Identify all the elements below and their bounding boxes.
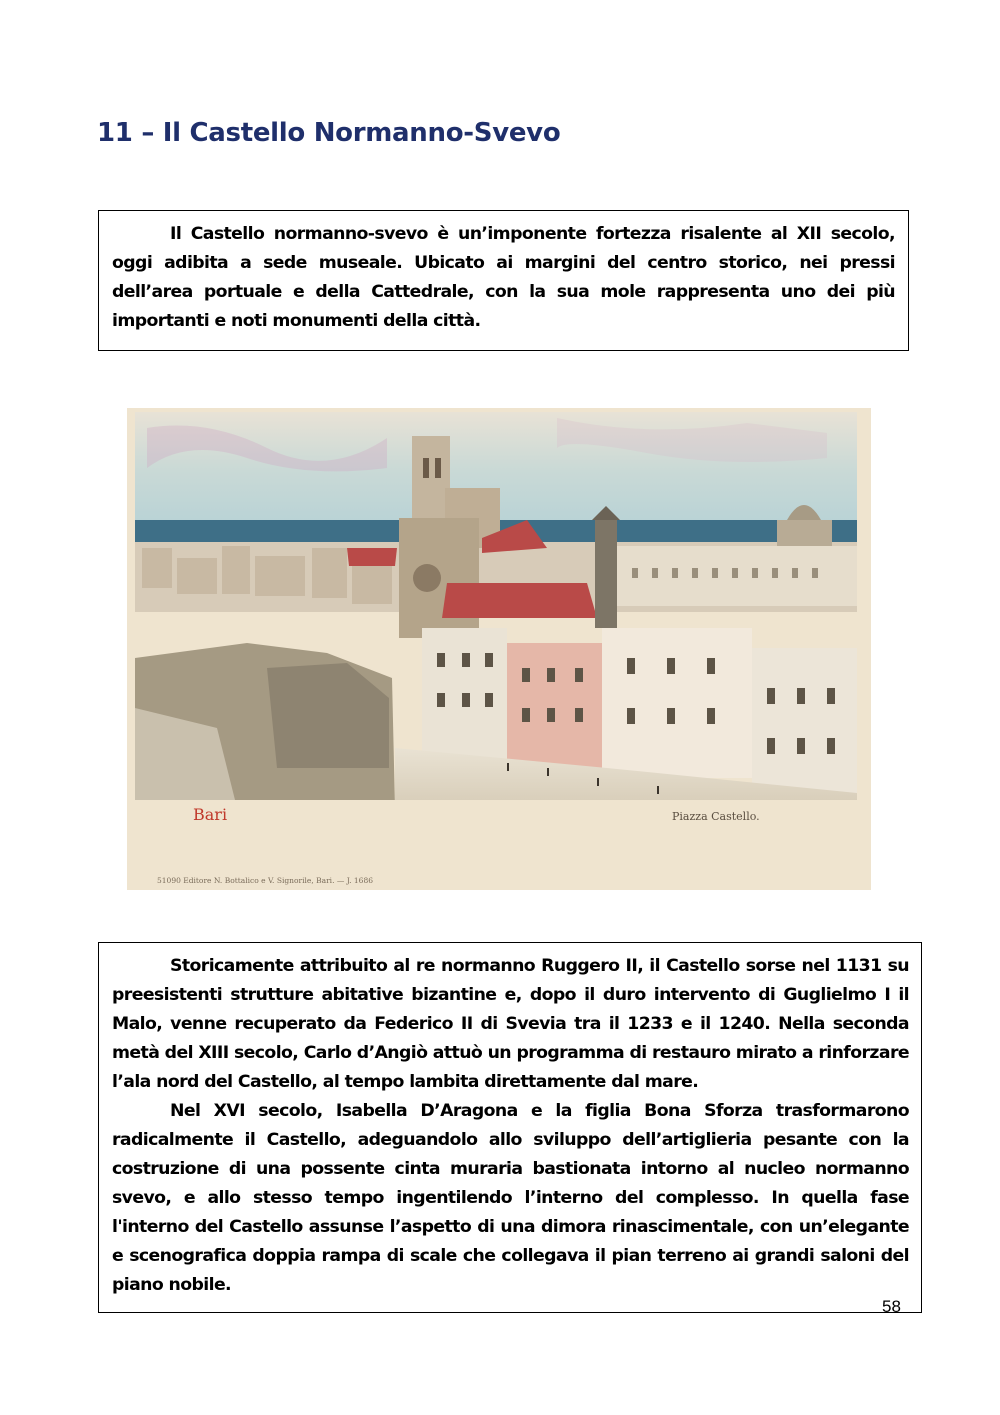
intro-paragraph: Il Castello normanno-svevo è un’imponente fortezza risalente al XII secolo, oggi adibita a sede museale. Ubicato ai margini del centro storico, nei pressi dell’area portuale e della Cattedrale, con la sua mole rappresenta uno dei più importanti e noti monumenti della città. [112,224,895,331]
postcard-city-label: Bari [193,805,228,824]
history-paragraph-1: Storicamente attribuito al re normanno Ruggero II, il Castello sorse nel 1131 su preesistenti strutture abitative bizantine e, dopo il duro intervento di Guglielmo I il Malo, venne recuperato da Federico II di Svevia tra il 1233 e il 1240. Nella seconda metà del XIII secolo, Carlo d’Angiò attuò un programma di restauro mirato a rinforzare l’ala nord del Castello, al tempo lambita direttamente dal mare. [112,956,909,1092]
bell-tower [595,518,617,628]
postcard-caption: Piazza Castello. [672,810,760,823]
postcard-publisher: 51090 Editore N. Bottalico e V. Signorile, Bari. — J. 1686 [157,876,373,885]
building-white-3 [752,648,857,798]
postcard-image [127,408,871,890]
building-white-2 [602,628,752,778]
building-pink [507,643,602,768]
page-number: 58 [882,1297,901,1316]
page-title: 11 – Il Castello Normanno-Svevo [97,118,561,148]
intro-box [98,210,909,351]
history-box [98,942,922,1313]
history-paragraph-2: Nel XVI secolo, Isabella D’Aragona e la figlia Bona Sforza trasformarono radicalmente il Castello, adeguandolo allo sviluppo dell’artiglieria pesante con la costruzione di una possente cinta muraria bastionata intorno al nucleo normanno svevo, e allo stesso tempo ingentilendo l’interno del complesso. In quella fase l'interno del Castello assunse l’aspetto di una dimora rinascimentale, con un’elegante e scenografica doppia rampa di scale che collegava il pian terreno ai grandi saloni del piano nobile. [112,1101,909,1295]
